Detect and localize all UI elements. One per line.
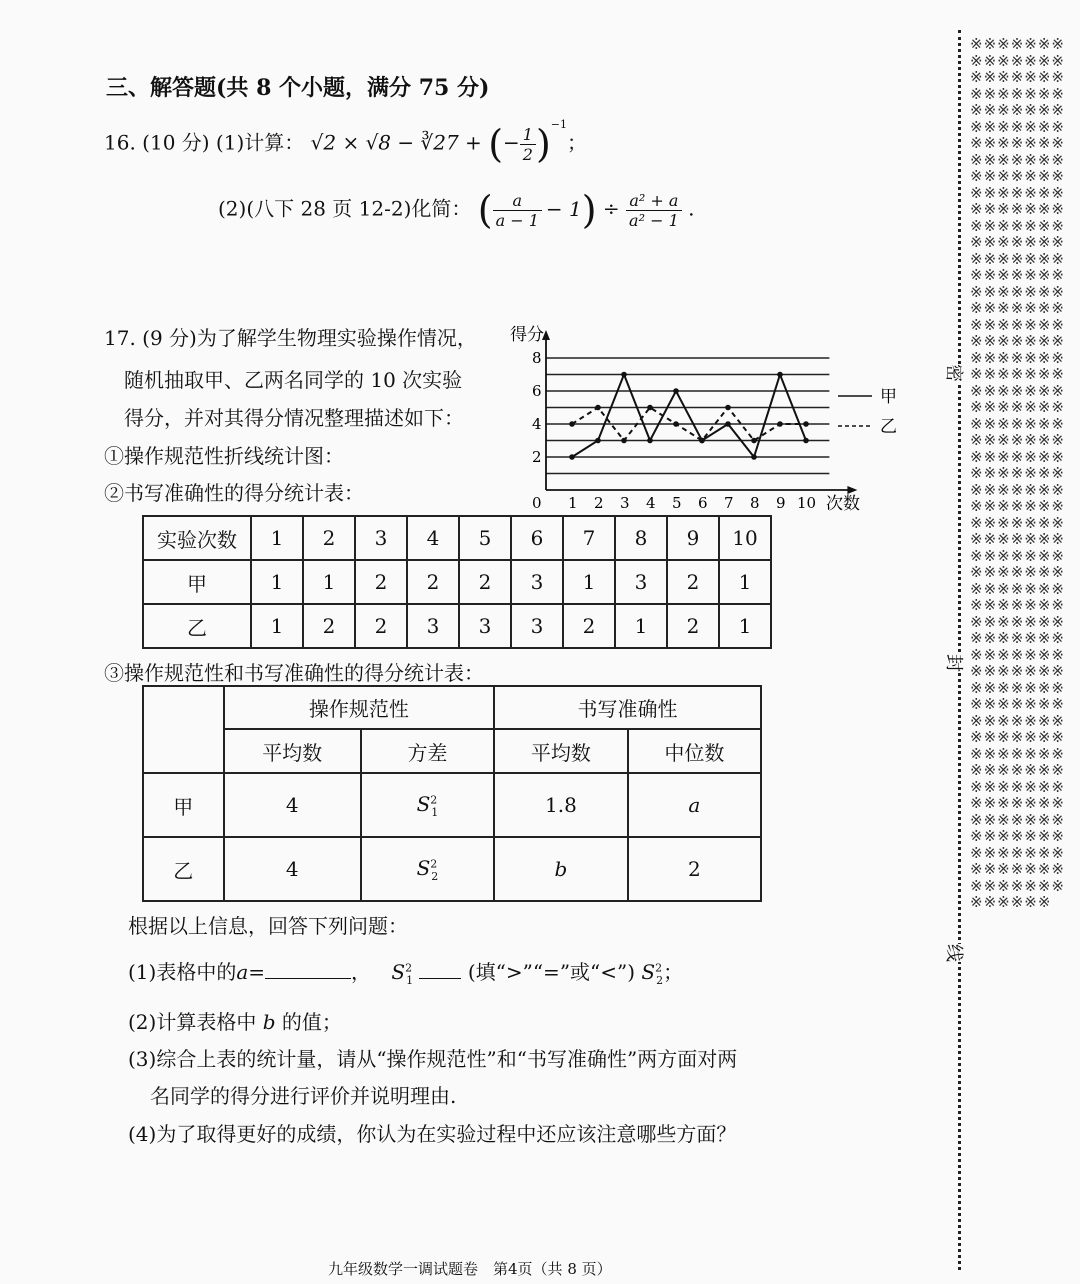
x-tick-label: 3 bbox=[620, 494, 630, 512]
q17-lead: 根据以上信息，回答下列问题： bbox=[128, 914, 408, 938]
q16-part1 bbox=[104, 117, 588, 166]
sub-header: 平均数 bbox=[224, 729, 361, 773]
section-title: 三、解答题(共 8 个小题，满分 75 分) bbox=[106, 75, 490, 101]
q17-sub4: (4)为了取得更好的成绩，你认为在实验过程中还应该注意哪些方面？ bbox=[128, 1122, 737, 1146]
sub-header: 平均数 bbox=[494, 729, 628, 773]
x-tick-label: 6 bbox=[698, 494, 708, 512]
data-point bbox=[751, 454, 757, 460]
sub1-s2-sub: 2 bbox=[656, 974, 664, 987]
score-cell: 2 bbox=[303, 604, 355, 648]
score-cell: 2 bbox=[355, 560, 407, 604]
q16-part2 bbox=[218, 188, 694, 232]
header-label: 实验次数 bbox=[143, 516, 251, 560]
x-axis-arrow bbox=[847, 486, 857, 494]
var-symbol: S bbox=[416, 791, 431, 816]
sub1-s1-sup: 2 bbox=[405, 961, 413, 975]
header-cell: 3 bbox=[355, 516, 407, 560]
q16-p2-minus-one: − 1 bbox=[545, 196, 582, 221]
sub1-end: ； bbox=[663, 960, 684, 984]
sub1-s1: S bbox=[391, 960, 406, 984]
data-point bbox=[569, 454, 575, 460]
var-sup: 2 bbox=[430, 792, 438, 806]
q17-intro-line2: 随机抽取甲、乙两名同学的 10 次实验 bbox=[124, 368, 463, 392]
q16-fraction bbox=[520, 125, 536, 164]
sub2-text-end: 的值； bbox=[281, 1010, 342, 1034]
seal-dotted-line bbox=[958, 30, 961, 1270]
stats-table bbox=[142, 685, 762, 902]
frac-num: a bbox=[493, 191, 542, 211]
q17-sub3-line2: 名同学的得分进行评价并说明理由. bbox=[150, 1084, 457, 1108]
frac-num: a² + a bbox=[626, 191, 682, 211]
right-paren: ) bbox=[581, 188, 597, 232]
score-cell: 2 bbox=[459, 560, 511, 604]
score-cell: 3 bbox=[459, 604, 511, 648]
score-cell: 1 bbox=[719, 560, 771, 604]
x-tick-label: 7 bbox=[724, 494, 734, 512]
data-point bbox=[751, 438, 757, 444]
chart-series bbox=[569, 372, 809, 460]
q17-intro-line3: 得分，并对其得分情况整理描述如下： bbox=[124, 406, 464, 430]
sub1-s2: S bbox=[641, 960, 656, 984]
x-tick-label: 5 bbox=[672, 494, 682, 512]
x-tick-labels bbox=[568, 494, 816, 512]
data-point bbox=[569, 421, 575, 427]
q16-exponent: −1 bbox=[550, 117, 568, 131]
header-cell: 1 bbox=[251, 516, 303, 560]
y-tick-label: 4 bbox=[532, 415, 542, 433]
score-cell: 1 bbox=[563, 560, 615, 604]
seal-sidebar bbox=[943, 30, 1068, 1270]
q16-expression: √2 × √8 − ∛27 + bbox=[310, 130, 482, 155]
x-tick-label: 4 bbox=[646, 494, 656, 512]
frac-den: a² − 1 bbox=[629, 210, 679, 230]
y-tick-labels bbox=[532, 349, 542, 466]
right-paren: ) bbox=[535, 122, 551, 166]
answer-blank-a[interactable] bbox=[265, 960, 351, 979]
score-cell: 3 bbox=[511, 560, 563, 604]
x-tick-label: 2 bbox=[594, 494, 604, 512]
variance-cell bbox=[361, 837, 494, 901]
cell: 1.8 bbox=[494, 773, 628, 837]
data-point bbox=[647, 438, 653, 444]
header-cell: 2 bbox=[303, 516, 355, 560]
seal-char-xian: 线 bbox=[942, 944, 968, 962]
x-tick-label: 9 bbox=[776, 494, 786, 512]
score-cell: 1 bbox=[251, 604, 303, 648]
data-point bbox=[699, 438, 705, 444]
x-axis-label: 次数 bbox=[826, 494, 860, 514]
answer-blank-compare[interactable] bbox=[419, 960, 461, 979]
left-paren: ( bbox=[488, 122, 504, 166]
score-cell: 2 bbox=[667, 560, 719, 604]
q17-item3: ③操作规范性和书写准确性的得分统计表： bbox=[104, 661, 484, 685]
score-cell: 2 bbox=[407, 560, 459, 604]
row-name: 乙 bbox=[143, 604, 251, 648]
left-paren: ( bbox=[477, 188, 493, 232]
data-point bbox=[725, 421, 731, 427]
sub2-var-b: b bbox=[262, 1010, 276, 1034]
legend-label: 乙 bbox=[880, 417, 897, 437]
cross-hatch-pattern: ※※※※※※※※※※※※※※※※※※※※※※※※※※※※※※※※※※※※※※※※※※※※※※※※※※※※※※※※※※※※※※※※※※※※※※※※※※※※※※※※※※※※※※※※※※※※※※※※※※※※※※※※※※※※※※※※※※※※※※※※※※※※※※※※※※※※※※※※※※※※※※※※※※※※※※※※※※※※※※※※※※※※※※※※※※※※※※※※※※※※※※※※※※※※※※※※※※※※※※※※※※※※※※※※※※※※※※※※※※※※※※※※※※※※※※※※※※※※※※※※※※※※※※※※※※※※※※※※※※※※※※※※※※※※※※※※※※※※※※※※※※※※※※※※※※※※※※※※※※※※※※※※※※※※※※※※※※※※※※※※※※※※※※※※※※※※※※※※※※※※※※※※※※※※※※※※※※※※※※※※※※※※※※※※※※ bbox=[970, 36, 1065, 911]
sub1-fill-hint: (填“>”“=”或“<”) bbox=[467, 960, 636, 984]
q17-sub1 bbox=[128, 956, 683, 987]
header-cell: 10 bbox=[719, 516, 771, 560]
data-point bbox=[803, 421, 809, 427]
header-cell: 9 bbox=[667, 516, 719, 560]
q17-sub3-line1: (3)综合上表的统计量，请从“操作规范性”和“书写准确性”两方面对两 bbox=[128, 1047, 738, 1071]
sub1-s1-sub: 1 bbox=[406, 974, 414, 987]
y-axis-label: 得分 bbox=[510, 325, 544, 345]
header-cell: 7 bbox=[563, 516, 615, 560]
data-point bbox=[621, 438, 627, 444]
writing-score-table bbox=[142, 515, 772, 649]
data-point bbox=[647, 405, 653, 411]
sub1-comma: ， bbox=[351, 960, 372, 984]
score-cell: 1 bbox=[719, 604, 771, 648]
cell: 2 bbox=[628, 837, 761, 901]
data-point bbox=[595, 438, 601, 444]
series-line-jia bbox=[572, 375, 806, 458]
sub1-eq: = bbox=[248, 960, 266, 984]
score-cell: 2 bbox=[563, 604, 615, 648]
var-sub: 1 bbox=[431, 805, 439, 819]
score-cell: 3 bbox=[511, 604, 563, 648]
cell: b bbox=[494, 837, 628, 901]
seal-char-feng: 封 bbox=[942, 654, 968, 672]
x-tick-label: 8 bbox=[750, 494, 760, 512]
header-cell: 8 bbox=[615, 516, 667, 560]
sub1-text: (1)表格中的 bbox=[128, 960, 237, 984]
q17-item1: ①操作规范性折线统计图： bbox=[104, 444, 344, 468]
data-point bbox=[777, 421, 783, 427]
group-header-operation: 操作规范性 bbox=[224, 686, 495, 729]
sub-header: 方差 bbox=[361, 729, 494, 773]
score-cell: 1 bbox=[615, 604, 667, 648]
data-point bbox=[673, 388, 679, 394]
data-point bbox=[621, 372, 627, 378]
cell: a bbox=[628, 773, 761, 837]
origin-label: 0 bbox=[532, 494, 542, 512]
sub-header: 中位数 bbox=[628, 729, 761, 773]
data-point bbox=[803, 438, 809, 444]
q16-end: ； bbox=[567, 130, 588, 155]
frac-den: a − 1 bbox=[495, 210, 539, 230]
sub2-text: (2)计算表格中 bbox=[128, 1010, 257, 1034]
header-cell: 6 bbox=[511, 516, 563, 560]
y-tick-label: 2 bbox=[532, 448, 542, 466]
data-point bbox=[673, 421, 679, 427]
sub1-var-a: a bbox=[236, 960, 249, 984]
q16-frac-den: 2 bbox=[522, 144, 533, 164]
cell: 4 bbox=[224, 837, 361, 901]
header-cell: 5 bbox=[459, 516, 511, 560]
q16-p2-prefix: (2)(八下 28 页 12-2)化简： bbox=[218, 196, 472, 221]
data-point bbox=[595, 405, 601, 411]
score-cell: 3 bbox=[407, 604, 459, 648]
score-cell: 1 bbox=[303, 560, 355, 604]
chart-legend bbox=[838, 387, 897, 437]
header-cell: 4 bbox=[407, 516, 459, 560]
q16-frac-num: 1 bbox=[520, 125, 536, 145]
x-tick-label: 1 bbox=[568, 494, 578, 512]
q17-intro-line1: 17. (9 分)为了解学生物理实验操作情况， bbox=[104, 326, 477, 350]
cell: 4 bbox=[224, 773, 361, 837]
page-footer: 九年级数学一调试题卷 第4页（共 8 页） bbox=[328, 1260, 612, 1278]
q16-prefix: 16. (10 分) (1)计算： bbox=[104, 130, 305, 155]
x-tick-label: 10 bbox=[797, 494, 817, 512]
var-sub: 2 bbox=[431, 869, 439, 883]
score-cell: 2 bbox=[355, 604, 407, 648]
var-symbol: S bbox=[416, 855, 431, 880]
row-name: 乙 bbox=[143, 837, 224, 901]
q17-item2: ②书写准确性的得分统计表： bbox=[104, 481, 364, 505]
legend-label: 甲 bbox=[880, 387, 897, 407]
data-point bbox=[777, 372, 783, 378]
seal-char-mi: 密 bbox=[942, 364, 968, 382]
y-tick-label: 8 bbox=[532, 349, 542, 367]
divide-sign: ÷ bbox=[602, 196, 620, 221]
variance-cell bbox=[361, 773, 494, 837]
data-point bbox=[725, 405, 731, 411]
q16-p2-fraction1 bbox=[493, 191, 542, 230]
row-name: 甲 bbox=[143, 773, 224, 837]
score-cell: 3 bbox=[615, 560, 667, 604]
q16-p2-fraction2 bbox=[626, 191, 682, 230]
q17-sub2 bbox=[128, 1006, 342, 1035]
y-tick-label: 6 bbox=[532, 382, 542, 400]
chart-grid bbox=[546, 358, 829, 474]
score-cell: 1 bbox=[251, 560, 303, 604]
row-name: 甲 bbox=[143, 560, 251, 604]
sub1-s2-sup: 2 bbox=[655, 961, 663, 975]
q16-inner-sign: − bbox=[503, 130, 520, 155]
group-header-writing: 书写准确性 bbox=[494, 686, 761, 729]
corner-cell bbox=[143, 686, 224, 773]
score-cell: 2 bbox=[667, 604, 719, 648]
line-chart bbox=[500, 318, 920, 518]
q16-p2-end: . bbox=[688, 196, 695, 221]
var-sup: 2 bbox=[430, 856, 438, 870]
